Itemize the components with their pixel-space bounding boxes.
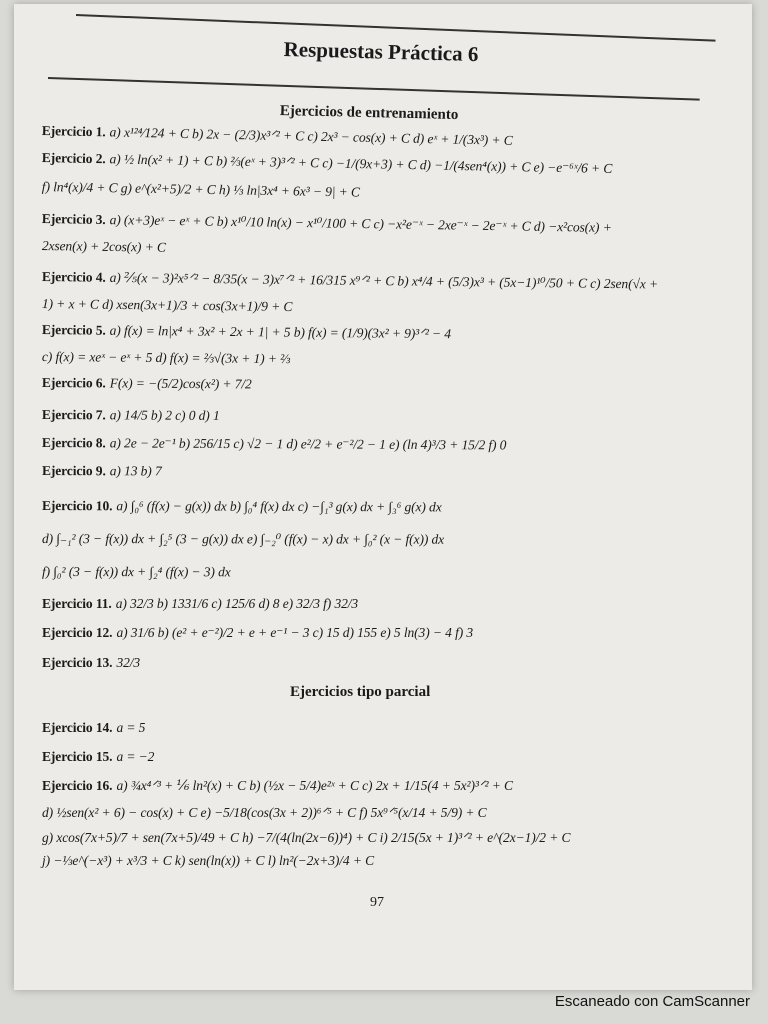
exercise-label: Ejercicio 13. [42,655,113,670]
answer-text: a) 2e − 2e⁻¹ b) 256/15 c) √2 − 1 d) e²/2 + e⁻²/2 − 1 e) (ln 4)³/3 + 15/2 f) 0 [109,435,507,453]
answer-text: a = 5 [116,720,146,735]
answer-text: a) 13 b) 7 [109,463,162,479]
answer-line [42,407,220,424]
answer-text: a) 14/5 b) 2 c) 0 d) 1 [109,407,220,423]
answer-text: d) ½sen(x² + 6) − cos(x) + C e) −5/18(cos(3x + 2))⁶ᐟ⁵ + C f) 5x⁹ᐟ⁵(x/14 + 5/9) + C [42,805,487,820]
scanner-watermark: Escaneado con CamScanner [554,993,750,1010]
answer-line [42,720,145,736]
answer-text: a) 32/3 b) 1331/6 c) 125/6 d) 8 e) 32/3 f) 32/3 [115,596,359,611]
answer-text: a) ⅖(x − 3)²x⁵ᐟ² − 8/35(x − 3)x⁷ᐟ² + 16/315 x⁹ᐟ² + C b) x⁴/4 + (5/3)x³ + (5x−1)¹⁰/50 + C c) 2sen(√x + [109,269,659,292]
answer-text: a) x¹²⁴⁄124 + C b) 2x − (2/3)x³ᐟ² + C c) 2x³ − cos(x) + C d) eˣ + 1/(3x³) + C [109,124,513,148]
answer-text: c) f(x) = xeˣ − eˣ + 5 d) f(x) = ⅔√(3x + 1) + ⅔ [41,349,291,367]
answer-line [42,564,231,580]
exercise-label: Ejercicio 5. [41,322,106,338]
answer-line [42,498,442,515]
answer-line [42,296,293,315]
answer-line [42,322,451,342]
answer-line [42,531,444,548]
answer-text: a) ½ ln(x² + 1) + C b) ⅔(eˣ + 3)³ᐟ² + C c) −1/(9x+3) + C d) −1/(4sen⁴(x)) + C e) −e⁻⁶ˣ/6 + C [109,151,613,176]
answer-line [42,805,487,821]
answer-text: f) ln⁴(x)/4 + C g) e^(x²+5)/2 + C h) ⅓ ln|3x⁴ + 6x³ − 9| + C [41,179,361,200]
answer-line [42,463,162,479]
answer-line [42,269,658,293]
answer-line [42,830,570,846]
answer-text: g) xcos(7x+5)/7 + sen(7x+5)/49 + C h) −7/(4(ln(2x−6))⁴) + C i) 2/15(5x + 1)³ᐟ² + e^(2x−1)/2 + C [42,830,571,845]
exercise-label: Ejercicio 1. [41,123,106,140]
answer-line [42,435,506,453]
answer-text: a) f(x) = ln|x⁴ + 3x² + 2x + 1| + 5 b) f(x) = (1/9)(3x² + 9)³ᐟ² − 4 [109,322,452,342]
answer-line [42,211,612,236]
exercise-label: Ejercicio 15. [42,749,113,764]
exercise-label: Ejercicio 8. [41,435,106,451]
exercise-label: Ejercicio 11. [42,596,112,611]
answer-line [42,625,473,641]
exercise-label: Ejercicio 6. [41,375,106,391]
answer-line [42,238,166,256]
answer-text: 1) + x + C d) xsen(3x+1)/3 + cos(3x+1)/9 + C [41,296,293,315]
exercise-label: Ejercicio 9. [41,463,106,479]
answer-text: 2xsen(x) + 2cos(x) + C [41,238,166,255]
answer-line [42,655,140,671]
page-title: Respuestas Práctica 6 [283,37,479,67]
answer-line [42,375,252,392]
answer-line [42,349,290,367]
answer-text: a) (x+3)eˣ − eˣ + C b) x¹⁰/10 ln(x) − x¹⁰/100 + C c) −x²e⁻ˣ − 2xe⁻ˣ − 2e⁻ˣ + C d) −x²cos(x) + [109,212,612,235]
section-heading-exam: Ejercicios tipo parcial [290,684,431,700]
top-rule [76,14,716,42]
scanned-page [14,4,752,990]
answer-text: a) ¾x⁴ᐟ³ + ⅙ ln²(x) + C b) (½x − 5/4)e²ˣ + C c) 2x + 1/15(4 + 5x²)³ᐟ² + C [116,778,513,793]
answer-text: a) ∫₀⁶ (f(x) − g(x)) dx b) ∫₀⁴ f(x) dx c) −∫₁³ g(x) dx + ∫₃⁶ g(x) dx [116,498,442,515]
answer-line [42,778,513,794]
answer-text: a) 31/6 b) (e² + e⁻²)/2 + e + e⁻¹ − 3 c) 15 d) 155 e) 5 ln(3) − 4 f) 3 [116,625,474,640]
answer-text: d) ∫₋₁² (3 − f(x)) dx + ∫₂⁵ (3 − g(x)) dx e) ∫₋₂⁰ (f(x) − x) dx + ∫₀² (x − f(x)) dx [41,531,445,547]
page-number: 97 [370,895,384,910]
answer-text: 32/3 [116,655,141,670]
answer-text: F(x) = −(5/2)cos(x²) + 7/2 [109,375,252,392]
section-heading-training: Ejercicios de entrenamiento [279,103,459,124]
answer-text: f) ∫₀² (3 − f(x)) dx + ∫₂⁴ (f(x) − 3) dx [41,564,231,580]
answer-text: a = −2 [116,749,155,764]
answer-line [42,749,154,765]
title-rule [48,77,700,101]
answer-line [42,853,374,869]
exercise-label: Ejercicio 7. [41,407,106,423]
exercise-label: Ejercicio 4. [41,269,106,285]
answer-text: j) −⅓e^(−x³) + x³/3 + C k) sen(ln(x)) + C l) ln²(−2x+3)/4 + C [42,853,375,868]
answer-line [42,596,358,612]
answer-line [42,179,360,201]
exercise-label: Ejercicio 10. [41,498,113,514]
exercise-label: Ejercicio 2. [41,150,106,167]
exercise-label: Ejercicio 3. [41,211,106,227]
exercise-label: Ejercicio 12. [42,625,113,640]
answer-line [42,123,513,149]
exercise-label: Ejercicio 16. [42,778,113,793]
answer-line [42,150,613,177]
exercise-label: Ejercicio 14. [42,720,113,735]
